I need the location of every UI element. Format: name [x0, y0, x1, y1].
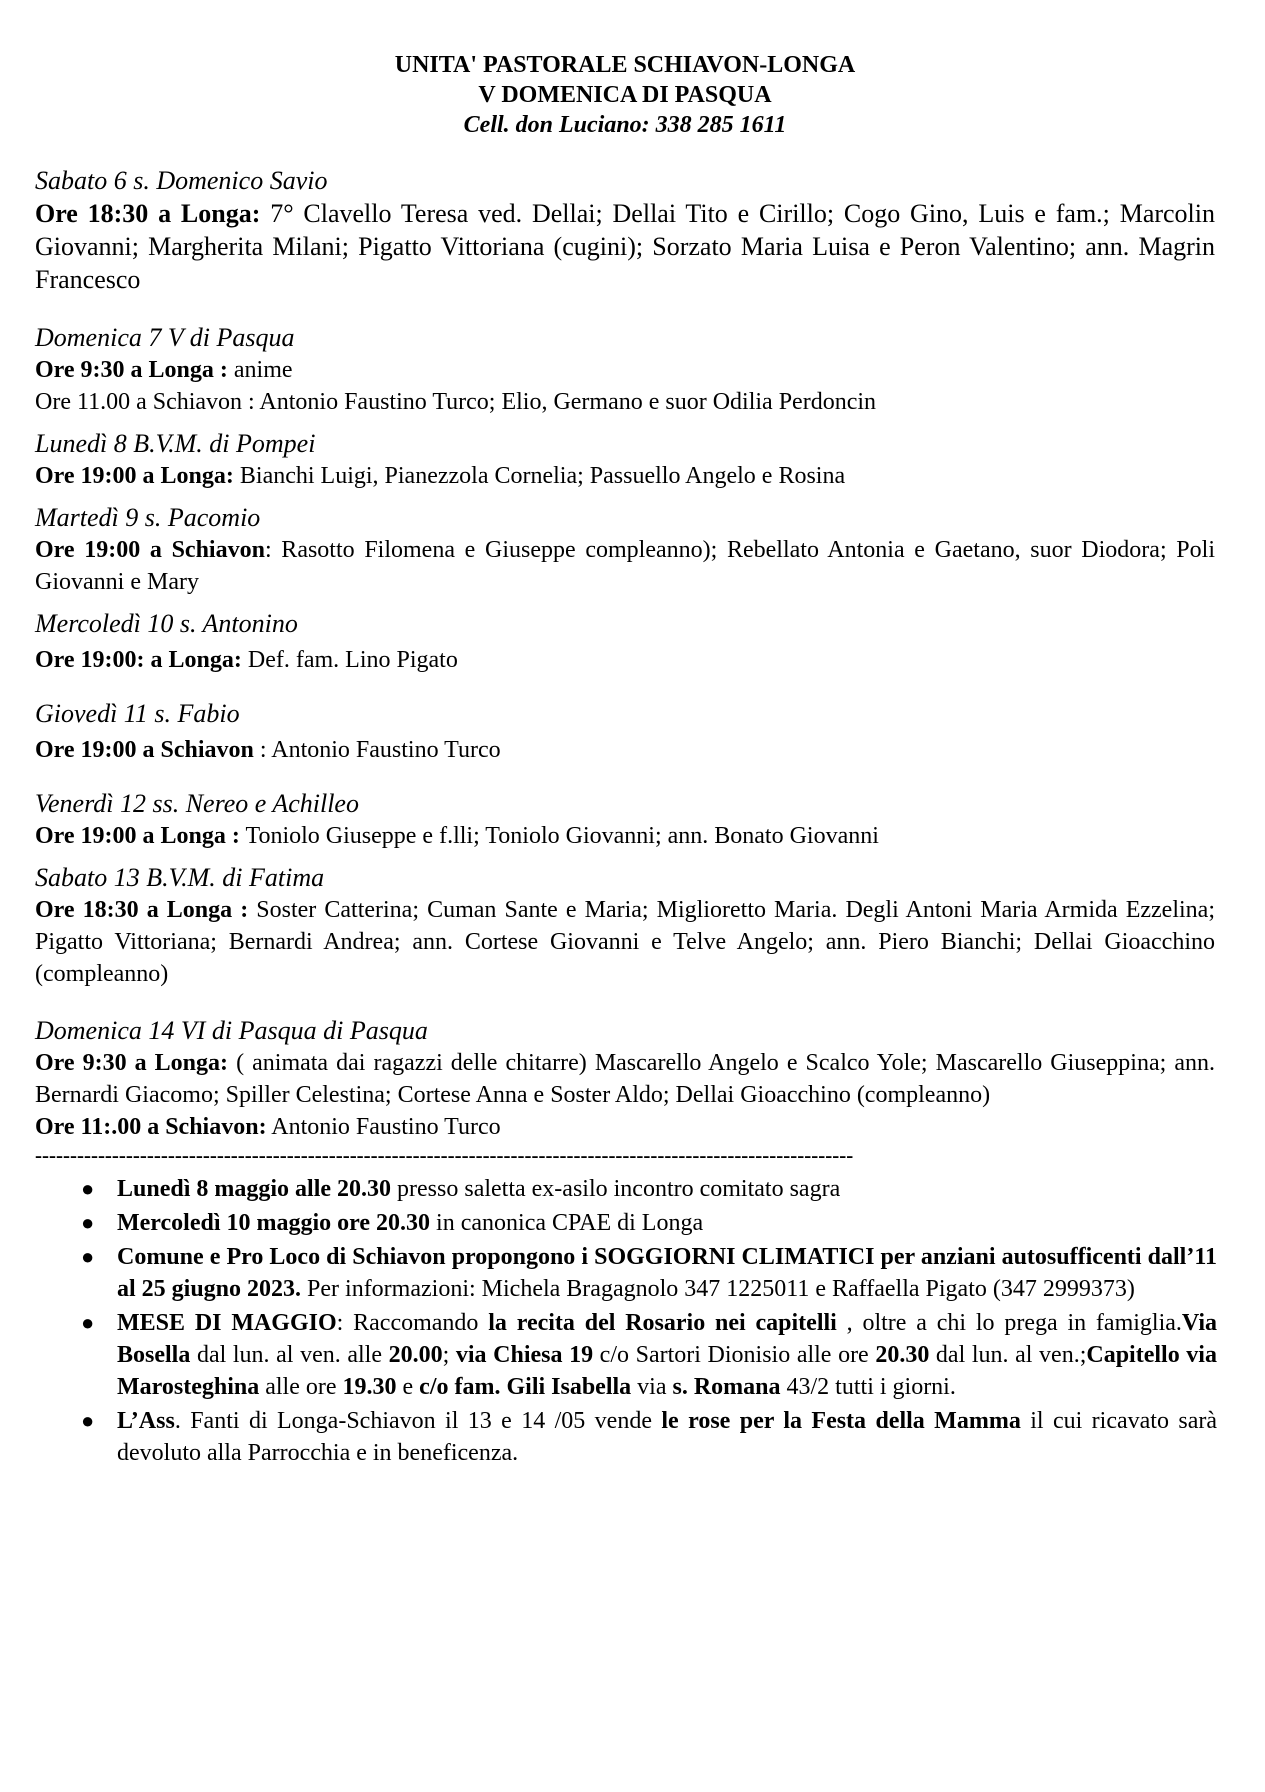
mass-intentions: Def. fam. Lino Pigato	[241, 647, 458, 673]
bullet-icon: ●	[81, 1244, 95, 1269]
mass-line	[35, 1111, 1215, 1143]
day-heading: Lunedì 8 B.V.M. di Pompei	[35, 429, 316, 458]
mass-intentions: Ore 11.00 a Schiavon : Antonio Faustino Turco; Elio, Germano e suor Odilia Perdoncin	[35, 389, 877, 415]
day-heading: Giovedì 11 s. Fabio	[35, 699, 240, 728]
mass-line	[35, 644, 1215, 676]
day-heading: Sabato 6 s. Domenico Savio	[35, 166, 328, 195]
notice-item	[81, 1241, 1217, 1305]
notice-highlight: 20.00	[388, 1342, 443, 1368]
notice-text: dal lun. al ven.;	[929, 1342, 1087, 1368]
notice-item	[81, 1207, 1217, 1239]
notice-text: 43/2 tutti i giorni.	[780, 1374, 956, 1400]
notice-text: , oltre a chi lo prega in famiglia.	[836, 1310, 1182, 1336]
notice-item	[81, 1307, 1218, 1403]
notice-text: il cui ricavato sarà devoluto alla Parrocchia e in beneficenza.	[117, 1408, 1217, 1466]
mass-time: Ore 19:00 a Schiavon	[35, 537, 265, 563]
mass-intentions: : Antonio Faustino Turco	[253, 737, 501, 763]
notice-text: ;	[442, 1342, 456, 1368]
notice-highlight: via Chiesa 19	[455, 1342, 594, 1368]
mass-intentions: Toniolo Giuseppe e f.lli; Toniolo Giovanni; ann. Bonato Giovanni	[239, 823, 879, 849]
bullet-icon: ●	[81, 1210, 95, 1235]
contact-phone: Cell. don Luciano: 338 285 1611	[463, 112, 787, 138]
day-entry	[35, 322, 1215, 418]
day-entry	[35, 788, 1215, 852]
notice-highlight: c/o fam. Gili Isabella	[419, 1374, 632, 1400]
notice-highlight: le rose per la Festa della Mamma	[661, 1408, 1021, 1434]
notice-text: alle ore	[259, 1374, 343, 1400]
mass-time: Ore 19:00 a Longa:	[35, 463, 234, 489]
mass-line	[35, 386, 1215, 418]
day-entry	[35, 1015, 1215, 1143]
bullet-icon: ●	[81, 1310, 95, 1335]
mass-intentions: Bianchi Luigi, Pianezzola Cornelia; Passuello Angelo e Rosina	[233, 463, 846, 489]
notice-text: dal lun. al ven. alle	[190, 1342, 389, 1368]
sunday-title: V DOMENICA DI PASQUA	[478, 82, 772, 108]
notice-highlight: Via Bosella	[117, 1310, 1218, 1368]
parish-title: UNITA' PASTORALE SCHIAVON-LONGA	[394, 52, 856, 78]
mass-intentions: Antonio Faustino Turco	[266, 1114, 501, 1140]
mass-line	[35, 534, 1215, 598]
mass-time: Ore 11:.00 a Schiavon:	[35, 1114, 267, 1140]
day-entry	[35, 698, 1215, 766]
mass-line	[35, 460, 1215, 492]
day-entry	[35, 502, 1215, 598]
notice-item	[81, 1173, 1217, 1205]
notice-text: in canonica CPAE di Longa	[430, 1210, 704, 1236]
day-heading: Mercoledì 10 s. Antonino	[35, 609, 298, 638]
mass-time: Ore 19:00 a Schiavon	[35, 737, 254, 763]
notice-highlight: MESE DI MAGGIO	[117, 1310, 337, 1336]
day-heading: Sabato 13 B.V.M. di Fatima	[35, 863, 325, 892]
mass-intentions: Soster Catterina; Cuman Sante e Maria; Miglioretto Maria. Degli Antoni Maria Armida Ezzelina; Pigatto Vittoriana; Bernardi Andrea; ann. Cortese Giovanni e Telve Angelo; ann. Piero Bianchi; Dellai Gioacchino (compleanno)	[35, 897, 1215, 987]
day-entry	[35, 428, 1215, 492]
notice-text: . Fanti di Longa-Schiavon il 13 e 14 /05 vende	[174, 1408, 662, 1434]
mass-line	[35, 734, 1215, 766]
notice-highlight: Lunedì 8 maggio alle 20.30	[117, 1176, 392, 1202]
notice-text: Per informazioni: Michela Bragagnolo 347 1225011 e Raffaella Pigato (347 2999373)	[301, 1276, 1135, 1302]
day-entry	[35, 862, 1215, 990]
day-entry	[35, 165, 1215, 296]
mass-line	[35, 354, 1215, 386]
mass-line	[35, 894, 1215, 990]
day-heading: Domenica 7 V di Pasqua	[35, 323, 295, 352]
notice-text: : Raccomando	[336, 1310, 489, 1336]
mass-intentions: ( animata dai ragazzi delle chitarre) Mascarello Angelo e Scalco Yole; Mascarello Giuseppina; ann. Bernardi Giacomo; Spiller Celestina; Cortese Anna e Soster Aldo; Dellai Gioacchino (compleanno)	[35, 1050, 1215, 1108]
mass-time: Ore 19:00 a Longa :	[35, 823, 240, 849]
notice-highlight: la recita del Rosario nei capitelli	[488, 1310, 837, 1336]
mass-time: Ore 18:30 a Longa:	[35, 199, 261, 228]
section-divider: ---------------------------------------------------------------------------------------------------------------------	[35, 1143, 854, 1167]
notice-highlight: s. Romana	[672, 1374, 781, 1400]
notice-text: e	[396, 1374, 420, 1400]
mass-time: Ore 9:30 a Longa :	[35, 357, 228, 383]
day-heading: Venerdì 12 ss. Nereo e Achilleo	[35, 789, 359, 818]
mass-time: Ore 18:30 a Longa :	[35, 897, 249, 923]
notice-text: via	[631, 1374, 673, 1400]
mass-time: Ore 9:30 a Longa:	[35, 1050, 229, 1076]
notice-highlight: Comune e Pro Loco di Schiavon propongono i SOGGIORNI CLIMATICI per anziani autosufficenti dall’11 al 25 giugno 2023.	[117, 1244, 1217, 1302]
notice-highlight: 19.30	[342, 1374, 397, 1400]
notice-text: c/o Sartori Dionisio alle ore	[593, 1342, 876, 1368]
day-entry	[35, 608, 1215, 676]
bullet-icon: ●	[81, 1408, 95, 1433]
bullet-icon: ●	[81, 1176, 95, 1201]
mass-intentions: 7° Clavello Teresa ved. Dellai; Dellai Tito e Cirillo; Cogo Gino, Luis e fam.; Marcolin Giovanni; Margherita Milani; Pigatto Vittoriana (cugini); Sorzato Maria Luisa e Peron Valentino; ann. Magrin Francesco	[35, 199, 1215, 294]
notice-highlight: Mercoledì 10 maggio ore 20.30	[117, 1210, 431, 1236]
mass-line	[35, 820, 1215, 852]
bulletin-header	[35, 50, 1215, 140]
mass-intentions: : Rasotto Filomena e Giuseppe compleanno); Rebellato Antonia e Gaetano, suor Diodora; Poli Giovanni e Mary	[35, 537, 1215, 595]
notice-highlight: L’Ass	[117, 1408, 175, 1434]
notice-item	[81, 1405, 1217, 1469]
mass-line	[35, 197, 1215, 296]
notice-highlight: 20.30	[875, 1342, 930, 1368]
notice-highlight: Capitello via Marosteghina	[117, 1342, 1217, 1400]
day-heading: Martedì 9 s. Pacomio	[35, 503, 261, 532]
notices-list	[35, 1173, 1218, 1469]
notice-text: presso saletta ex-asilo incontro comitato sagra	[391, 1176, 841, 1202]
mass-intentions: anime	[227, 357, 293, 383]
mass-line	[35, 1047, 1215, 1111]
day-heading: Domenica 14 VI di Pasqua di Pasqua	[35, 1016, 428, 1045]
mass-time: Ore 19:00: a Longa:	[35, 647, 242, 673]
